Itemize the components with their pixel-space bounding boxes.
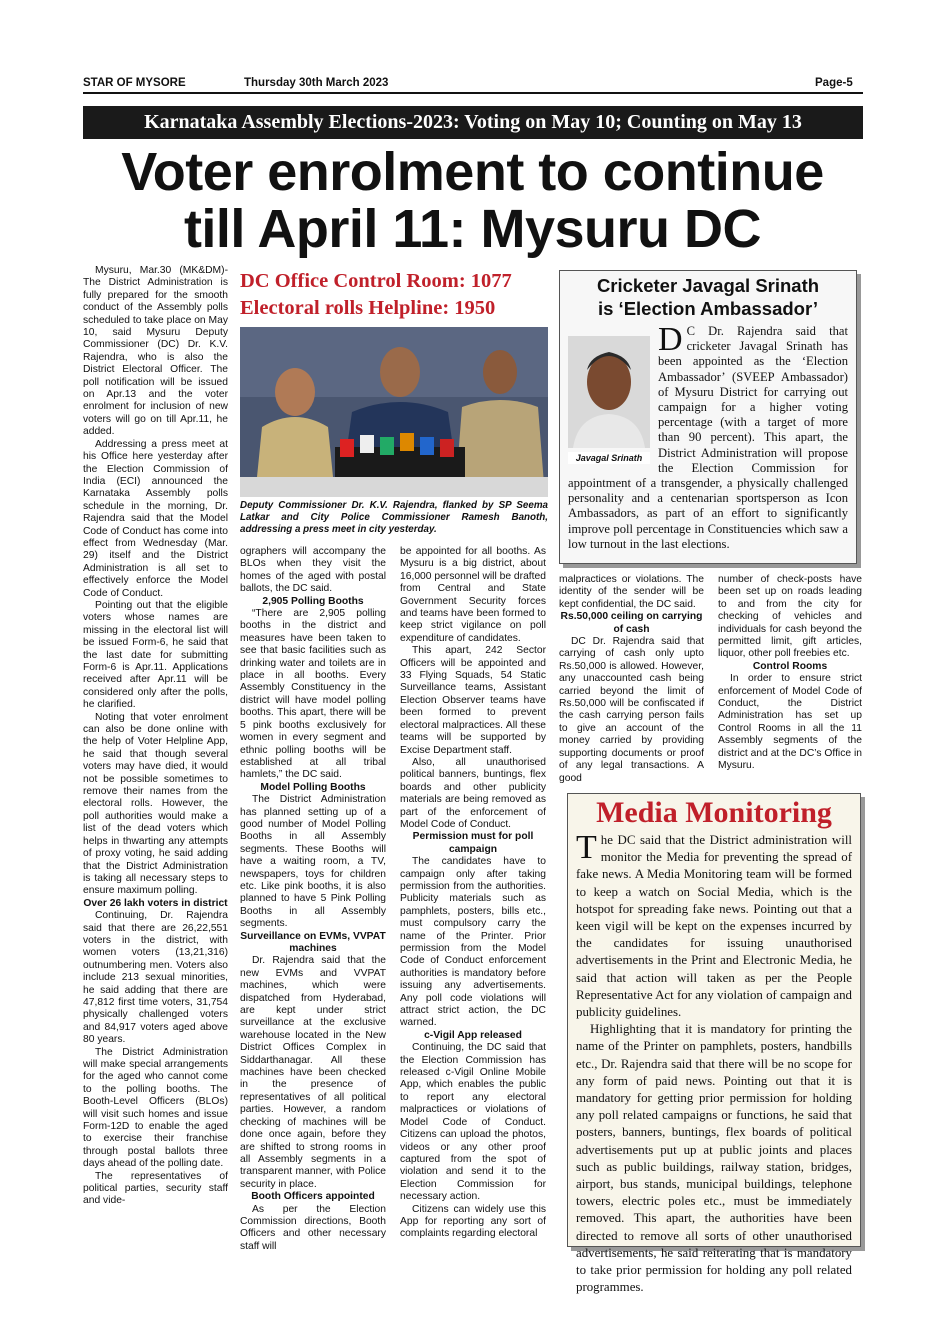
issue-date: Thursday 30th March 2023 [244, 77, 389, 89]
section-banner: Karnataka Assembly Elections-2023: Voting on May 10; Counting on May 13 [83, 106, 863, 139]
helpline-head: Electoral rolls Helpline: 1950 [240, 297, 496, 319]
subheading: Booth Officers appointed [251, 1191, 375, 1203]
ambassador-text: C Dr. Rajendra said that cricketer Javagal Srinath has been appointed as the ‘Election Ambassador’ (SVEEP Ambassador) of Mysuru District for carrying out campaign for a higher voting percentage (with a target of more than 90 percent). This apart, the District Administration will propose the Election Commission for appointment of a transgender, a physically challenged personality and a centenarian sportsperson as Icon Ambassadors, as part of an effort to significantly improve poll percentage in Constituencies which saw a low turnout in the last elections. [568, 324, 848, 551]
subheading: Rs.50,000 ceiling on carrying of cash [560, 611, 703, 635]
media-paragraph-1: he DC said that the District administration will monitor the Media for preventing the spread of fake news. A Media Monitoring team will be formed to keep a watch on Social Media, which is the hotspot for spreading fake news. Pointing out that a keen vigil will be kept on the expenses incurred by the candidates for issuing unauthorised advertisements in the Print and Electronic Media, he said that action will taken as per the People Representative Act for any violation of campaign and publicity guidelines. [576, 833, 852, 1020]
paragraph [576, 829, 852, 1021]
headline-line-1: Voter enrolment to continue [121, 142, 824, 202]
ambassador-box [559, 270, 857, 564]
ambassador-title-1: Cricketer Javagal Srinath [596, 275, 820, 296]
paper-name: STAR OF MYSORE [83, 77, 186, 89]
paragraph: The candidates have to campaign only after taking permission from the authorities. Publicity materials such as pamphlets, posters, bills etc., must compulsory carry the name of the Printer. Prior permission from the Model Code of Conduct enforcement authorities is mandatory before issuing any advertisements. Any poll code violations will attract strict action, the DC warned. [400, 856, 546, 1029]
srinath-photo-caption: Javagal Srinath [568, 452, 650, 464]
paragraph: Pointing out that the eligible voters whose names are missing in the electoral list will be issued Form-6, he said that the last date for submitting Form-6 is Apr.11. Applications received after Apr.11 will be considered only after the polls, he clarified. [83, 599, 228, 711]
subheading: Model Polling Booths [260, 781, 366, 793]
paragraph: “There are 2,905 polling booths in the district and measures have been taken to see that basic facilities such as drinking water and toilets are in place in all booths. Every Assembly Constituency in the district will have model polling booths. This apart, there will be 5 pink booths exclusively for women in every segment and ethnic polling booths will be established at all tribal hamlets,” the DC said. [240, 608, 386, 781]
subheading: c-Vigil App released [424, 1029, 522, 1041]
srinath-photo [568, 336, 650, 462]
media-monitoring-box [567, 793, 861, 1295]
column-5 [718, 574, 862, 773]
paragraph: In order to ensure strict enforcement of Model Code of Conduct, the District Administration has set up Control Rooms in all the 11 Assembly segments of the district and at the DC’s Office in Mysuru. [718, 673, 862, 772]
paragraph: As per the Election Commission directions, Booth Officers and other necessary staff will [240, 1203, 386, 1252]
ambassador-text-block [560, 320, 856, 552]
paragraph: The representatives of political parties, security staff and vide- [83, 1170, 228, 1207]
column-1 [83, 265, 228, 1208]
portrait-icon [568, 336, 650, 448]
headline-line-2: till April 11: Mysuru DC [183, 199, 762, 259]
paragraph: DC Dr. Rajendra said that carrying of cash only upto Rs.50,000 is allowed. However, any unaccounted cash being carried beyond the limit of Rs.50,000 will be confiscated if the cash carrying person fails to give an account of the money carried by providing supporting documents or proof of any legal transactions. A good [559, 636, 704, 784]
paragraph: Dr. Rajendra said that the new EVMs and VVPAT machines, which were dispatched from Hyderabad, are kept under strict surveillance at the exclusive warehouse located in the New District Offices Complex in Siddarthanagar. All these machines have been checked in the presence of representatives of all political parties. However, a random checking of machines will be done once again, before they are shifted to strong rooms in all Assembly segments in a transparent manner, with Police security in place. [240, 955, 386, 1190]
control-room-head: DC Office Control Room: 1077 [240, 270, 512, 292]
media-text-block [568, 830, 860, 1296]
drop-cap: D [658, 321, 683, 358]
paragraph: Mysuru, Mar.30 (MK&DM)- The District Administration is fully prepared for the smooth conduct of the Assembly polls scheduled to take place on May 10, said Mysuru Deputy Commissioner (DC) Dr. K.V. Rajendra, who is also the District Electoral Officer. The poll notification will be issued on Apr.13 and the voter enrolment for inclusion of new voters will go on till Apr.11, he added. [83, 265, 228, 438]
press-meet-illustration [240, 327, 548, 497]
press-meet-photo [240, 327, 548, 497]
subheading: 2,905 Polling Booths [262, 595, 364, 607]
paragraph: Addressing a press meet at his Office here yesterday after the Election Commission of India (ECI) announced the Karnataka Assembly polls schedule in the morning, Dr. Rajendra said that the Model Code of Conduct has come into effect from Wednesday (Mar. 29) itself and the District Administration is all set to effectively enforce the Model Code of Conduct. [83, 438, 228, 599]
paragraph: Citizens can widely use this App for reporting any sort of complaints regarding electoral [400, 1203, 546, 1240]
subheading: Over 26 lakh voters in district [83, 897, 228, 909]
paragraph: Noting that voter enrolment can also be done online with the help of Voter Helpline App, he said that though several voters may have died, it would not be possible sometimes to remove their names from the electoral rolls. However, the poll authorities would make a list of the dead voters which helps in thwarting any attempts of proxy voting, he said adding that the District Administration is taking all necessary steps to ensure maximum polling. [83, 711, 228, 897]
paragraph: malpractices or violations. The identity of the sender will be kept confidential, the DC said. [559, 574, 704, 610]
page-number: Page-5 [815, 77, 853, 89]
paragraph: The District Administration has planned setting up of a good number of Model Polling Booths in all Assembly segments. These Booths will have a waiting room, a TV, newspapers, toys for children etc. Like pink booths, it is also planned to have 5 Pink Polling Booths in all Assembly segments. [240, 794, 386, 930]
media-monitoring-title: Media Monitoring [596, 796, 832, 829]
ambassador-title-2: is ‘Election Ambassador’ [597, 298, 818, 319]
paragraph: Continuing, Dr. Rajendra said that there are 26,22,551 voters in the district, with women voters (13,21,316) outnumbering men. Voters also include 213 sexual minorities, he said adding that there are 47,812 first time voters, 31,754 physically challenged voters and 84,917 voters aged above 80 years. [83, 910, 228, 1046]
paragraph: number of check-posts have been set up on roads leading to and from the city for checking of vehicles and individuals for cash beyond the permitted limit, gift articles, liquor, other poll freebies etc. [718, 574, 862, 660]
subheading: Surveillance on EVMs, VVPAT machines [240, 930, 386, 954]
paragraph: The District Administration will make special arrangements for the aged who cannot come to the polling booths. The Booth-Level Officers (BLOs) will visit such homes and issue Form-12D to enable the aged to exercise their franchise through postal ballots three days ahead of the polling date. [83, 1046, 228, 1170]
subheading: Permission must for poll campaign [412, 831, 534, 855]
column-2 [240, 546, 386, 1253]
paragraph: ographers will accompany the BLOs when they visit the homes of the aged with postal ballots, the DC said. [240, 546, 386, 595]
paragraph: be appointed for all booths. As Mysuru is a big district, about 16,000 personnel will be drafted from Central and State Government Security forces and teams have been formed to keep strict vigilance on poll expenditure of candidates. [400, 546, 546, 644]
column-3 [400, 546, 546, 1241]
paragraph: This apart, 242 Sector Officers will be appointed and 33 Flying Squads, 54 Static Surveillance teams, Assistant Election Observer teams have been formed to prevent electoral malpractices. All these teams will be supported by Excise Department staff. [400, 645, 546, 756]
column-4 [559, 574, 704, 785]
header-rule [83, 92, 863, 94]
paragraph: Also, all unauthorised political banners, buntings, flex boards and other publicity materials are being removed as part of the enforcement of Model Code of Conduct. [400, 756, 546, 830]
paragraph: Continuing, the DC said that the Election Commission has released c-Vigil Online Mobile App, which enables the public to report any electoral malpractices or violations of Model Code of Conduct. Citizens can upload the photos, videos or any other proof captured from the spot of violation and send it to the Election Commission for necessary action. [400, 1042, 546, 1203]
drop-cap: T [576, 829, 597, 866]
photo-caption: Deputy Commissioner Dr. K.V. Rajendra, flanked by SP Seema Latkar and City Police Commissioner Ramesh Banoth, addressing a press meet in city yesterday. [240, 500, 548, 535]
media-paragraph-2: Highlighting that it is mandatory for printing the name of the Printer on pamphlets, posters, handbills etc., Dr. Rajendra said that there will be no scope for any form of paid news. Pointing out that it is mandatory for getting prior permission for holding any poll related campaigns or functions, he said that posters, banners, buntings, flex boards of political advertisements put up at public joints and places such as public buildings, railway station, bridges, airport, bus stands, municipal buildings, telephone towers, electric poles etc., must be immediately removed. This apart, the authorities have been directed to remove all sorts of other unauthorised advertisements, he said reiterating that is mandatory to take prior permission for holding any poll related programmes. [576, 1022, 852, 1295]
subheading: Control Rooms [752, 660, 828, 672]
